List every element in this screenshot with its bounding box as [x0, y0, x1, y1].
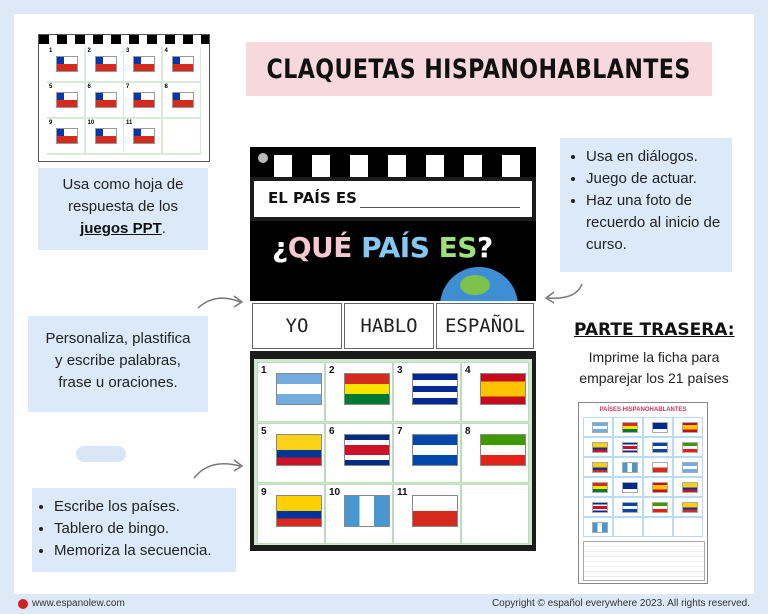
flag-cell: [461, 362, 529, 422]
word-yo: YO: [252, 303, 342, 349]
ppt-games-link[interactable]: juegos PPT: [80, 220, 162, 237]
answer-sheet-line2: respuesta de los: [67, 198, 179, 215]
mini-flag-icon: [682, 442, 698, 453]
personalize-line3: frase u oraciones.: [58, 374, 178, 391]
clapper-strip: [250, 147, 536, 177]
back-thumb-title: PAÍSES HISPANOHABLANTES: [599, 407, 687, 413]
flag-canton: [96, 93, 103, 100]
cell-number: 4: [465, 365, 471, 376]
back-side-title: PARTE TRASERA:: [574, 320, 735, 340]
cell-number: 5: [261, 426, 267, 437]
flag-canton: [134, 129, 141, 136]
chile-flag-icon: [56, 56, 78, 72]
mini-flag-icon: [682, 482, 698, 493]
personalize-line1: Personaliza, plastifica: [45, 330, 191, 347]
flag-cell: [257, 423, 325, 483]
flag-cell: [461, 484, 529, 544]
mini-flag-icon: [592, 442, 608, 453]
cell-number: 7: [397, 426, 403, 437]
chile-flag-icon: [172, 56, 194, 72]
mini-flag-icon: [652, 422, 668, 433]
clapper-stripe: [426, 155, 444, 177]
thumb-cell: [86, 47, 123, 81]
cell-number: 11: [397, 487, 408, 498]
question-panel: [250, 221, 536, 301]
thumb-cell: [86, 83, 123, 117]
back-thumb-cell: [674, 478, 702, 496]
bingo-box: [32, 488, 236, 572]
flag-cell: [257, 484, 325, 544]
uses-item: • Haz una foto de recuerdo al inicio de curso.: [586, 190, 732, 256]
personalize-box: [28, 316, 208, 412]
back-thumb-cell: [614, 458, 642, 476]
back-thumb-cell: [584, 438, 612, 456]
back-side-text: Imprime la ficha para emparejar los 21 países: [579, 349, 729, 386]
flag-icon: [276, 495, 322, 527]
mini-flag-icon: [622, 462, 638, 473]
bingo-list: [32, 496, 236, 562]
thumb-cell: [163, 83, 200, 117]
flag-canton: [134, 57, 141, 64]
sheet-thumbnail: [38, 34, 210, 162]
flag-canton: [57, 57, 64, 64]
thumb-cell: [47, 83, 84, 117]
back-thumb-grid: [583, 417, 703, 537]
clapper-stripe: [274, 155, 292, 177]
mini-flag-icon: [622, 502, 638, 513]
question-text: [272, 231, 493, 264]
thumb-number: 7: [126, 84, 130, 90]
website-text: www.espanolew.com: [32, 598, 125, 609]
back-thumb-cell: [584, 458, 612, 476]
back-thumb-cell: [644, 418, 672, 436]
clapper-stripe: [350, 155, 368, 177]
uses-box: [560, 138, 732, 272]
flag-cell: [393, 362, 461, 422]
flag-cell: [393, 484, 461, 544]
bingo-item: • Escribe los países.: [54, 496, 236, 518]
flag-canton: [57, 129, 64, 136]
chile-flag-icon: [95, 92, 117, 108]
bingo-item: • Memoriza la secuencia.: [54, 540, 236, 562]
uses-item: • Usa en diálogos.: [586, 146, 732, 168]
thumb-cell: [124, 83, 161, 117]
flag-cell: [325, 362, 393, 422]
arrow-icon: [540, 280, 586, 306]
flag-icon: [344, 434, 390, 466]
personalize-line2: y escribe palabras,: [55, 352, 181, 369]
flag-icon: [276, 434, 322, 466]
chile-flag-icon: [56, 92, 78, 108]
flag-cell: [393, 423, 461, 483]
back-thumb-cell: [584, 518, 612, 536]
back-thumb-cell: [614, 438, 642, 456]
flag-cell: [257, 362, 325, 422]
globe-icon: [440, 267, 518, 301]
thumb-number: 1: [49, 48, 53, 54]
flag-icon: [412, 434, 458, 466]
thumb-cell: [47, 47, 84, 81]
back-thumb-cell: [674, 518, 702, 536]
thumb-number: 2: [87, 48, 91, 54]
flag-cell: [325, 484, 393, 544]
chile-flag-icon: [95, 56, 117, 72]
flag-canton: [96, 129, 103, 136]
arrow-icon: [192, 456, 248, 482]
back-thumb-cell: [644, 518, 672, 536]
clapper-stripe: [464, 155, 482, 177]
thumb-number: 10: [87, 120, 95, 126]
name-label: EL PAÍS ES: [268, 189, 357, 207]
cell-number: 2: [329, 365, 335, 376]
mini-flag-icon: [682, 462, 698, 473]
cell-number: 6: [329, 426, 335, 437]
mini-flag-icon: [652, 502, 668, 513]
thumbnail-grid: [47, 47, 201, 155]
answer-sheet-line1: Usa como hoja de: [62, 176, 184, 193]
thumb-number: 9: [49, 120, 53, 126]
bingo-item: • Tablero de bingo.: [54, 518, 236, 540]
flag-canton: [173, 93, 180, 100]
word-hablo: HABLO: [344, 303, 434, 349]
mini-flag-icon: [592, 482, 608, 493]
copyright-text: Copyright © español everywhere 2023. All rights reserved.: [491, 598, 750, 609]
thumb-cell: [124, 119, 161, 153]
back-thumb-cell: [674, 418, 702, 436]
mini-flag-icon: [592, 522, 608, 533]
mini-flag-icon: [652, 482, 668, 493]
thumb-cell: [163, 119, 200, 153]
cell-number: 8: [465, 426, 471, 437]
back-thumb-cell: [644, 438, 672, 456]
back-thumb-cell: [614, 478, 642, 496]
thumb-cell: [163, 47, 200, 81]
flag-icon: [480, 434, 526, 466]
mini-flag-icon: [592, 462, 608, 473]
flag-canton: [96, 57, 103, 64]
title-banner: [246, 42, 712, 96]
chile-flag-icon: [133, 128, 155, 144]
question-open: ¿: [272, 231, 288, 264]
mini-flag-icon: [592, 422, 608, 433]
back-thumb-cell: [614, 518, 642, 536]
flag-canton: [134, 93, 141, 100]
thumbnail-clap-strip: [39, 35, 209, 44]
flag-canton: [173, 57, 180, 64]
cell-number: 3: [397, 365, 403, 376]
chile-flag-icon: [95, 128, 117, 144]
answer-sheet-box: [38, 168, 208, 250]
back-thumb-cell: [584, 498, 612, 516]
logo-icon: [18, 599, 28, 609]
back-thumb-cell: [644, 478, 672, 496]
chile-flag-icon: [133, 56, 155, 72]
chile-flag-icon: [133, 92, 155, 108]
back-thumb-cell: [584, 418, 612, 436]
mini-flag-icon: [652, 442, 668, 453]
name-write-line: [360, 207, 520, 208]
thumb-number: 8: [164, 84, 168, 90]
mini-flag-icon: [682, 502, 698, 513]
thumb-number: 3: [126, 48, 130, 54]
thumb-number: 4: [164, 48, 168, 54]
back-thumb-cell: [614, 498, 642, 516]
clapper-stripe: [388, 155, 406, 177]
mini-flag-icon: [682, 422, 698, 433]
thumb-number: 6: [87, 84, 91, 90]
chile-flag-icon: [56, 128, 78, 144]
flag-cell: [325, 423, 393, 483]
back-thumb-cell: [674, 458, 702, 476]
cell-number: 1: [261, 365, 267, 376]
clapper-stripe: [502, 155, 520, 177]
mini-flag-icon: [622, 442, 638, 453]
flag-icon: [344, 373, 390, 405]
words-row: [250, 301, 536, 351]
flags-grid: [254, 359, 532, 545]
page-title: CLAQUETAS HISPANOHABLANTES: [266, 53, 692, 85]
chile-flag-icon: [172, 92, 194, 108]
cell-number: 9: [261, 487, 267, 498]
flag-canton: [57, 93, 64, 100]
question-close: ?: [476, 231, 493, 264]
back-thumb-table: [583, 541, 705, 581]
cell-number: 10: [329, 487, 341, 498]
thumb-cell: [47, 119, 84, 153]
back-thumb-cell: [584, 478, 612, 496]
mini-flag-icon: [622, 482, 638, 493]
cloud-icon: [76, 446, 126, 462]
flag-icon: [276, 373, 322, 405]
flag-icon: [344, 495, 390, 527]
uses-list: [560, 146, 732, 256]
thumb-cell: [124, 47, 161, 81]
footer-website[interactable]: [18, 598, 125, 609]
question-word-que: QUÉ: [287, 231, 352, 264]
back-thumb-cell: [644, 498, 672, 516]
question-word-es: ES: [438, 231, 477, 264]
thumb-cell: [86, 119, 123, 153]
thumb-number: 5: [49, 84, 53, 90]
back-thumb-cell: [674, 498, 702, 516]
flag-icon: [412, 495, 458, 527]
back-thumb-cell: [674, 438, 702, 456]
back-thumb-cell: [644, 458, 672, 476]
mini-flag-icon: [652, 462, 668, 473]
arrow-icon: [196, 290, 248, 312]
flag-icon: [480, 373, 526, 405]
hinge-dot: [258, 153, 268, 163]
clapper-stripe: [312, 155, 330, 177]
flag-cell: [461, 423, 529, 483]
globe-land: [460, 275, 490, 295]
answer-sheet-period: .: [161, 220, 166, 237]
uses-item: • Juego de actuar.: [586, 168, 732, 190]
back-side-thumbnail: [578, 402, 708, 584]
flag-icon: [412, 373, 458, 405]
name-bar: [254, 181, 532, 217]
question-word-pais: PAÍS: [361, 231, 430, 264]
thumb-number: 11: [126, 120, 133, 126]
word-espanol: ESPAÑOL: [436, 303, 534, 349]
back-thumb-cell: [614, 418, 642, 436]
mini-flag-icon: [622, 422, 638, 433]
mini-flag-icon: [592, 502, 608, 513]
clapboard: [250, 147, 536, 551]
